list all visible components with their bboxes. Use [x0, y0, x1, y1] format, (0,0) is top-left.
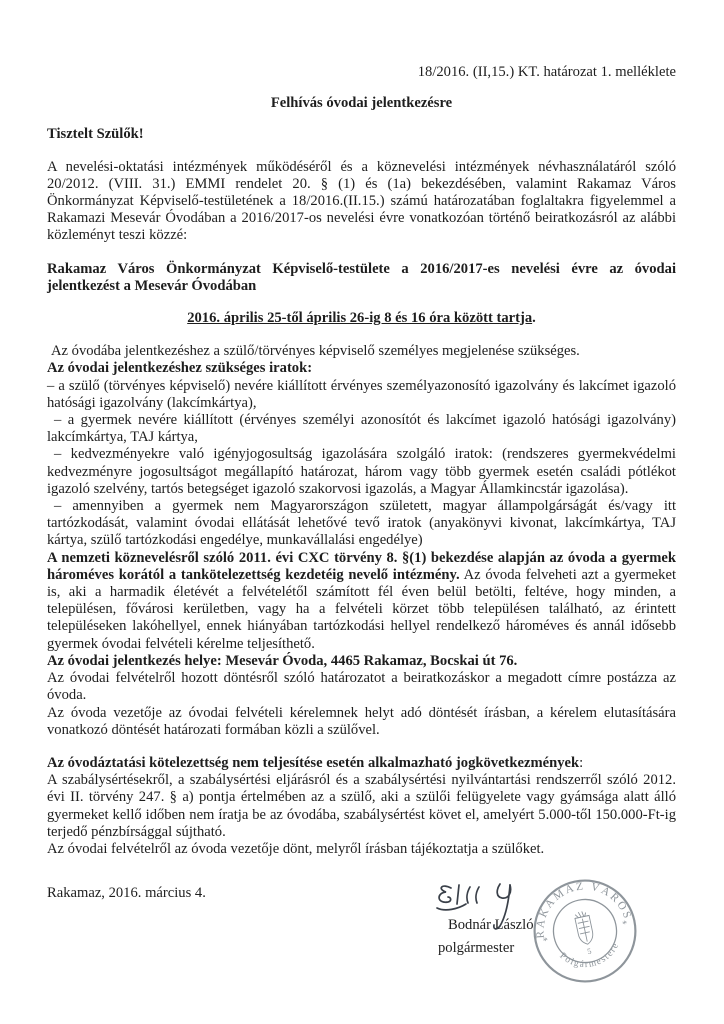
document-list-item: – kedvezményekre való igényjogosultság igazolására szolgáló iratok: (rendszeres gyermekvédelmi kedvezményre jogosultságot megállapító határozat, három vagy több gyermek esetén családi pótlékot igazoló szelvény, tartós betegséget igazoló szakorvosi igazolás, a Magyar Államkincstár igazolása). — [47, 446, 676, 497]
announcement-paragraph: Rakamaz Város Önkormányzat Képviselő-testülete a 2016/2017-es nevelési évre az óvodai jelentkezést a Mesevár Óvodában — [47, 260, 676, 294]
official-stamp — [531, 877, 639, 985]
enrollment-date-text: 2016. április 25-től április 26-ig 8 és 16 óra között tartja — [187, 310, 533, 327]
stamp-ring-text-top: RAKAMAZ VÁROS — [534, 880, 634, 939]
decision-mail-paragraph: Az óvodai felvételről hozott döntésről szóló határozatot a beiratkozáskor a megadott címre postázza az óvoda. — [47, 670, 676, 704]
document-list-item: – amennyiben a gyermek nem Magyarországon született, magyar állampolgárságát és/vagy itt tartózkodását, valamint óvodai ellátását lehetővé tevő iratok (anyakönyvi kivonat, lakcímkártya, TAJ kártya, szülő tartózkodási engedélye, munkavállalási engedélye) — [47, 498, 676, 549]
signer-name: Bodnár László — [448, 917, 534, 933]
enrollment-date-period: . — [532, 310, 536, 327]
decision-form-paragraph: Az óvoda vezetője az óvodai felvételi kérelemnek helyt adó döntését írásban, a kérelem elutasítására vonatkozó döntését határozati formában közli a szülővel. — [47, 704, 676, 738]
stamp-star-right: * — [621, 918, 629, 931]
presence-note: Az óvodába jelentkezéshez a szülő/törvényes képviselő személyes megjelenése szükséges. — [51, 343, 580, 360]
sanctions-heading-text: Az óvodáztatási kötelezettség nem teljesítése esetén alkalmazható jogkövetkezmények — [47, 754, 580, 771]
sanctions-heading — [47, 755, 676, 772]
meta-line: 18/2016. (II,15.) KT. határozat 1. melléklete — [417, 64, 676, 80]
stamp-ring-text-bottom: Polgármestere — [557, 940, 622, 971]
final-note: Az óvodai felvételről az óvoda vezetője dönt, melyről írásban tájékoztatja a szülőket. — [47, 840, 545, 857]
sanctions-heading-colon: : — [579, 754, 584, 771]
document-list-item: – a gyermek nevére kiállított (érvényes személyi azonosítót és lakcímet igazoló hatósági igazolvány) lakcímkártya, TAJ kártya, — [47, 412, 676, 446]
date-place-line: Rakamaz, 2016. március 4. — [47, 885, 206, 902]
required-documents-heading: Az óvodai jelentkezéshez szükséges iratok: — [47, 360, 313, 377]
salutation: Tisztelt Szülők! — [47, 126, 144, 143]
handwritten-signature — [430, 878, 535, 936]
required-documents-list — [47, 378, 676, 550]
enrollment-location-line: Az óvodai jelentkezés helye: Mesevár Óvoda, 4465 Rakamaz, Bocskai út 76. — [47, 652, 518, 669]
document-title: Felhívás óvodai jelentkezésre — [270, 95, 453, 112]
law-paragraph-rest: Az óvoda felveheti azt a gyermeket is, aki a harmadik életévét a felvételétől számított fél éven belül betölti, feltéve, hogy minden, a településen, fővárosi kerületben, vagy ha a felvételi körzet több településen található, az érintett településeken lakóhellyel, ennek hiányában tartózkodási hellyel rendelkező hároméves és annál idősebb gyermek óvodai felvételi kérelme teljesíthető. — [47, 566, 676, 652]
stamp-center-number: 5 — [586, 946, 593, 957]
stamp-star-left: * — [542, 935, 550, 948]
intro-paragraph: A nevelési-oktatási intézmények működéséről és a köznevelési intézmények névhasználatáról szóló 20/2012. (VIII. 31.) EMMI rendelet 20. § (1) és (1a) bekezdésében, valamint Rakamaz Város Önkormányzat Képviselő-testületének a 18/2016.(II.15.) számú határozatában foglaltakra figyelemmel a Rakamazi Mesevár Óvodában a 2016/2017-os nevelési évre vonatkozóan történő beiratkozásról az alábbi közleményt teszi közzé: — [47, 158, 676, 244]
svg-text:RAKAMAZ VÁROS — [531, 877, 634, 941]
signer-title: polgármester — [438, 940, 515, 956]
law-paragraph-bold: A nemzeti köznevelésről szóló 2011. évi CXC törvény 8. §(1) bekezdése alapján az óvoda a gyermek hároméves korától a tankötelezettség kezdetéig nevelő intézmény. — [47, 549, 676, 583]
enrollment-date-line — [47, 310, 676, 327]
sanctions-paragraph: A szabálysértésekről, a szabálysértési eljárásról és a szabálysértési nyilvántartási rendszerről szóló 2012. évi II. törvény 247. § a) pontja értelmében az a szülő, aki a szülői felügyelete vagy gyámsága alatt álló gyermeket kellő időben nem íratja be az óvodába, szabálysértést követ el, amelyért 5.000-től 150.000-Ft-ig terjedő pénzbírsággal sújtható. — [47, 772, 676, 840]
law-paragraph — [47, 550, 676, 653]
document-list-item: – a szülő (törvényes képviselő) nevére kiállított érvényes személyazonosító igazolvány és lakcímet igazoló hatósági igazolvány (lakcímkártya), — [47, 377, 676, 411]
stamp-coat-of-arms-icon — [574, 910, 595, 946]
